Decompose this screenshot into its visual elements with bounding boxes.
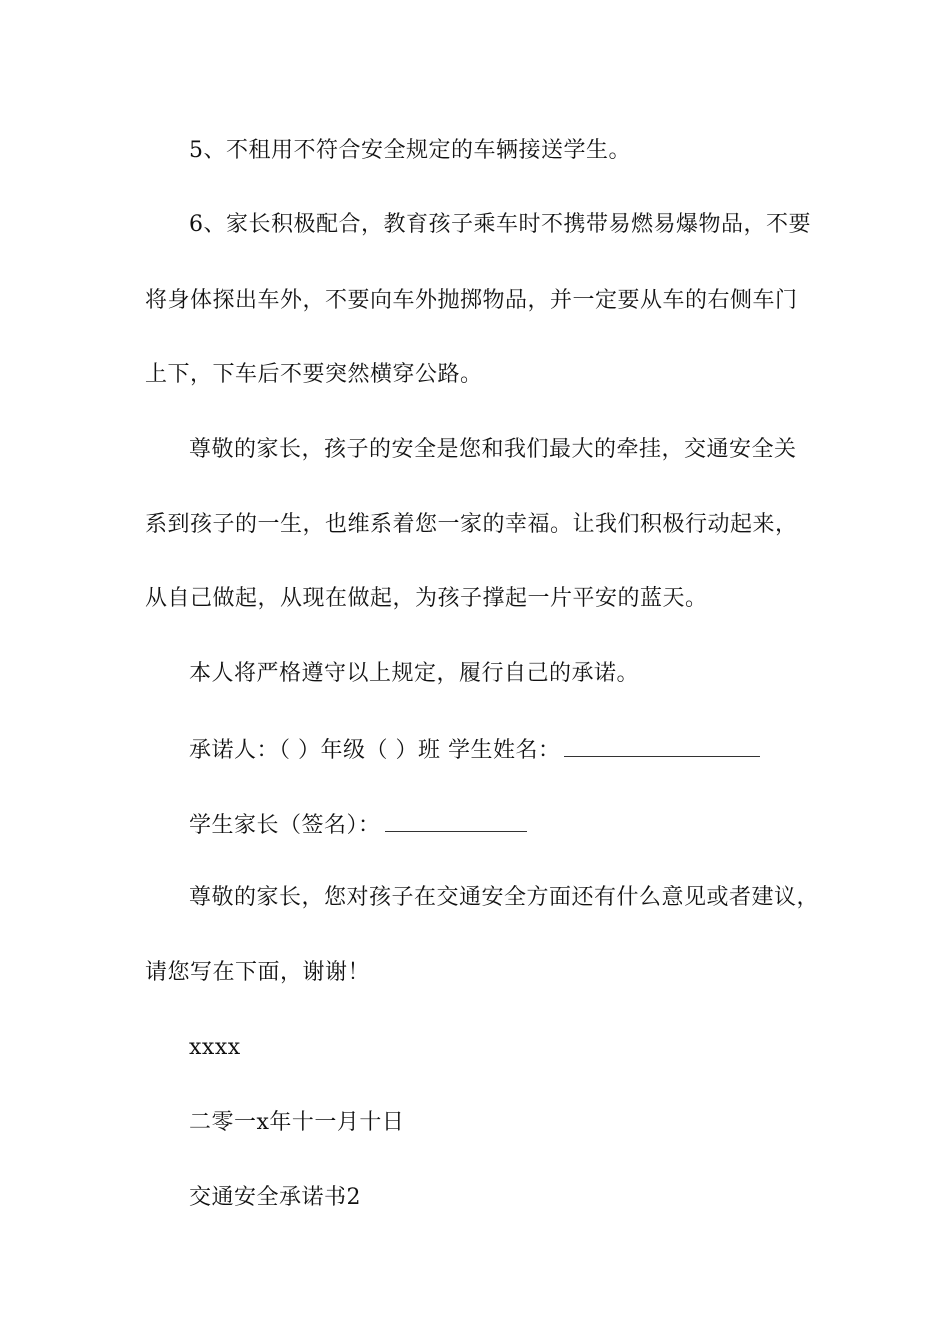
parent-signature-blank	[385, 809, 527, 832]
paragraph-item-6-line-2: 将身体探出车外，不要向车外抛掷物品，并一定要从车的右侧车门	[145, 288, 798, 313]
signature-name: xxxx	[189, 1035, 241, 1060]
parent-signature-label: 学生家长（签名）：	[189, 813, 381, 838]
student-name-blank	[564, 734, 760, 757]
next-section-title: 交通安全承诺书2	[189, 1185, 361, 1210]
appeal-paragraph-line-2: 系到孩子的一生，也维系着您一家的幸福。让我们积极行动起来，	[145, 512, 798, 537]
feedback-request-line-1: 尊敬的家长，您对孩子在交通安全方面还有什么意见或者建议，	[189, 885, 820, 910]
appeal-paragraph-line-1: 尊敬的家长，孩子的安全是您和我们最大的牵挂，交通安全关	[189, 437, 797, 462]
paragraph-item-6-line-1: 6、家长积极配合，教育孩子乘车时不携带易燃易爆物品，不要	[189, 212, 811, 237]
parent-signature-line	[189, 809, 527, 841]
paragraph-item-6-line-3: 上下，下车后不要突然横穿公路。	[145, 362, 483, 387]
commitment-statement: 本人将严格遵守以上规定，履行自己的承诺。	[189, 661, 640, 686]
appeal-paragraph-line-3: 从自己做起，从现在做起，为孩子撑起一片平安的蓝天。	[145, 586, 708, 611]
document-date: 二零一x年十一月十日	[189, 1110, 405, 1135]
pledge-label: 承诺人：（ ）年级（ ）班 学生姓名：	[189, 738, 561, 763]
paragraph-item-5: 5、不租用不符合安全规定的车辆接送学生。	[189, 138, 631, 163]
feedback-request-line-2: 请您写在下面，谢谢！	[145, 960, 371, 985]
pledge-line	[189, 734, 760, 766]
